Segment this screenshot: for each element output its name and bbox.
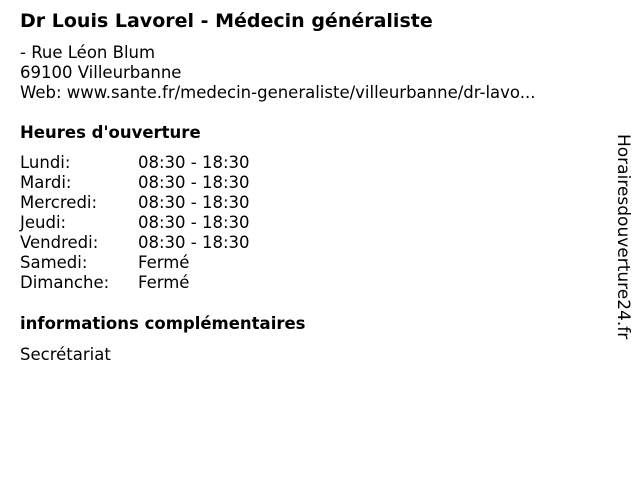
side-brand-container [612, 134, 634, 344]
hours-day: Jeudi: [20, 213, 67, 232]
hours-time: Fermé [138, 253, 190, 272]
address-city: 69100 Villeurbanne [20, 63, 182, 82]
info-text: Secrétariat [20, 345, 111, 364]
hours-day: Vendredi: [20, 233, 99, 252]
hours-row-saturday [20, 253, 250, 273]
hours-time: 08:30 - 18:30 [138, 233, 250, 252]
hours-heading: Heures d'ouverture [20, 123, 201, 142]
hours-row-friday [20, 233, 250, 253]
hours-row-monday [20, 153, 250, 173]
hours-day: Lundi: [20, 153, 71, 172]
info-heading: informations complémentaires [20, 314, 306, 333]
address-web[interactable]: Web: www.sante.fr/medecin-generaliste/villeurbanne/dr-lavo... [20, 83, 536, 102]
hours-time: 08:30 - 18:30 [138, 173, 250, 192]
hours-time: Fermé [138, 273, 190, 292]
hours-row-tuesday [20, 173, 250, 193]
address-block [20, 43, 535, 103]
hours-day: Dimanche: [20, 273, 110, 292]
hours-row-thursday [20, 213, 250, 233]
address-street: - Rue Léon Blum [20, 43, 156, 62]
hours-time: 08:30 - 18:30 [138, 193, 250, 212]
hours-time: 08:30 - 18:30 [138, 153, 250, 172]
hours-time: 08:30 - 18:30 [138, 213, 250, 232]
hours-table [20, 153, 250, 293]
page-title: Dr Louis Lavorel - Médecin généraliste [20, 10, 433, 32]
hours-day: Mardi: [20, 173, 72, 192]
hours-day: Samedi: [20, 253, 88, 272]
hours-row-wednesday [20, 193, 250, 213]
hours-row-sunday [20, 273, 250, 293]
hours-day: Mercredi: [20, 193, 98, 212]
brand-watermark: Horairesdouverture24.fr [613, 134, 633, 340]
